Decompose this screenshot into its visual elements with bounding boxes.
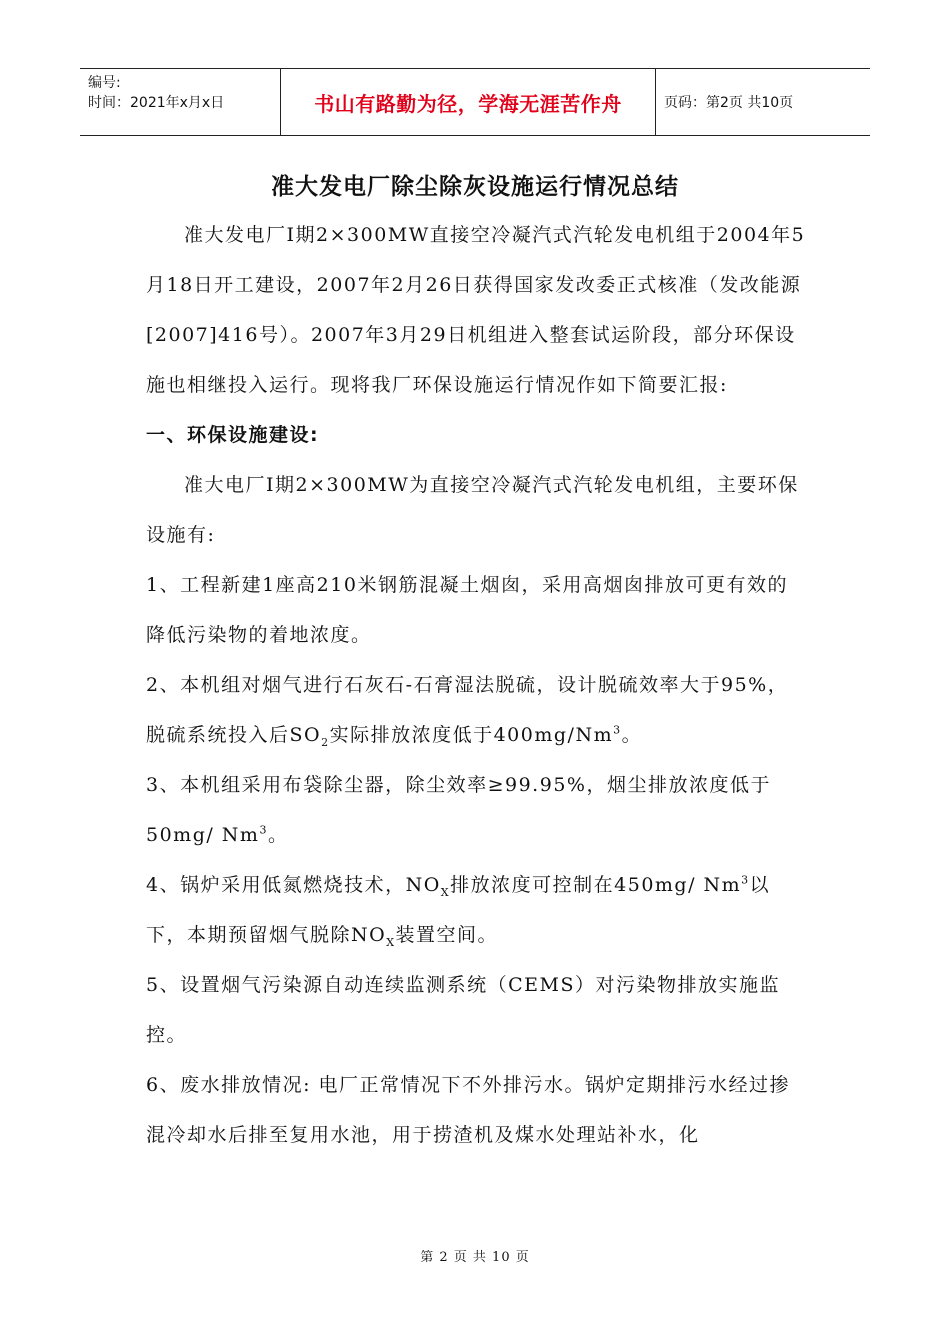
item2-text-a: 2、本机组对烟气进行石灰石-石膏湿法脱硫，设计脱硫效率大于95%，脱硫系统投入后SO	[146, 674, 789, 746]
item4-text-a: 4、锅炉采用低氮燃烧技术，NO	[146, 874, 441, 896]
list-item-4	[146, 860, 806, 960]
item3-text-b: 。	[267, 824, 289, 846]
document-header	[80, 68, 870, 136]
list-item-2	[146, 660, 806, 760]
item2-subscript: 2	[321, 735, 330, 749]
item4-subscript-2: X	[386, 935, 396, 949]
item2-text-b: 实际排放浓度低于400mg/Nm	[329, 724, 614, 746]
header-slogan: 书山有路勤为径，学海无涯苦作舟	[280, 69, 656, 135]
document-title: 准大发电厂除尘除灰设施运行情况总结	[271, 174, 679, 200]
list-item-6: 6、废水排放情况: 电厂正常情况下不外排污水。锅炉定期排污水经过掺混冷却水后排至复用水池，用于捞渣机及煤水处理站补水，化	[146, 1074, 791, 1146]
header-meta-cell	[80, 69, 280, 135]
item3-text-a: 3、本机组采用布袋除尘器，除尘效率≥99.95%，烟尘排放浓度低于50mg/ Nm	[146, 774, 771, 846]
document-body	[146, 210, 806, 1160]
page-footer: 第 2 页 共 10 页	[420, 1250, 530, 1265]
item3-superscript: 3	[259, 823, 268, 837]
header-page-info: 页码：第2页 共10页	[664, 95, 794, 111]
item4-subscript-1: X	[440, 885, 451, 899]
list-item-1: 1、工程新建1座高210米钢筋混凝土烟囱，采用高烟囱排放可更有效的降低污染物的着地浓度。	[146, 574, 788, 646]
section-intro-paragraph: 准大电厂Ⅰ期2×300MW为直接空冷凝汽式汽轮发电机组，主要环保设施有:	[146, 474, 799, 546]
item2-superscript: 3	[613, 723, 622, 737]
item4-text-b: 排放浓度可控制在450mg/ Nm	[450, 874, 742, 896]
intro-paragraph: 准大发电厂Ⅰ期2×300MW直接空冷凝汽式汽轮发电机组于2004年5月18日开工建设，2007年2月26日获得国家发改委正式核准（发改能源[2007]416号）。2007年3月29日机组进入整套试运阶段，部分环保设施也相继投入运行。现将我厂环保设施运行情况作如下简要汇报:	[146, 224, 806, 396]
header-time-label: 时间：2021年x月x日	[88, 95, 225, 111]
section-heading: 一、环保设施建设:	[146, 424, 320, 446]
item2-text-c: 。	[621, 724, 643, 746]
list-item-3	[146, 760, 806, 860]
item4-text-d: 装置空间。	[395, 924, 499, 946]
list-item-5: 5、设置烟气污染源自动连续监测系统（CEMS）对污染物排放实施监控。	[146, 974, 780, 1046]
item4-superscript: 3	[741, 873, 750, 887]
header-number-label: 编号:	[88, 75, 121, 91]
item4-text-c: 以下，本期预留烟气脱除NO	[146, 874, 771, 946]
